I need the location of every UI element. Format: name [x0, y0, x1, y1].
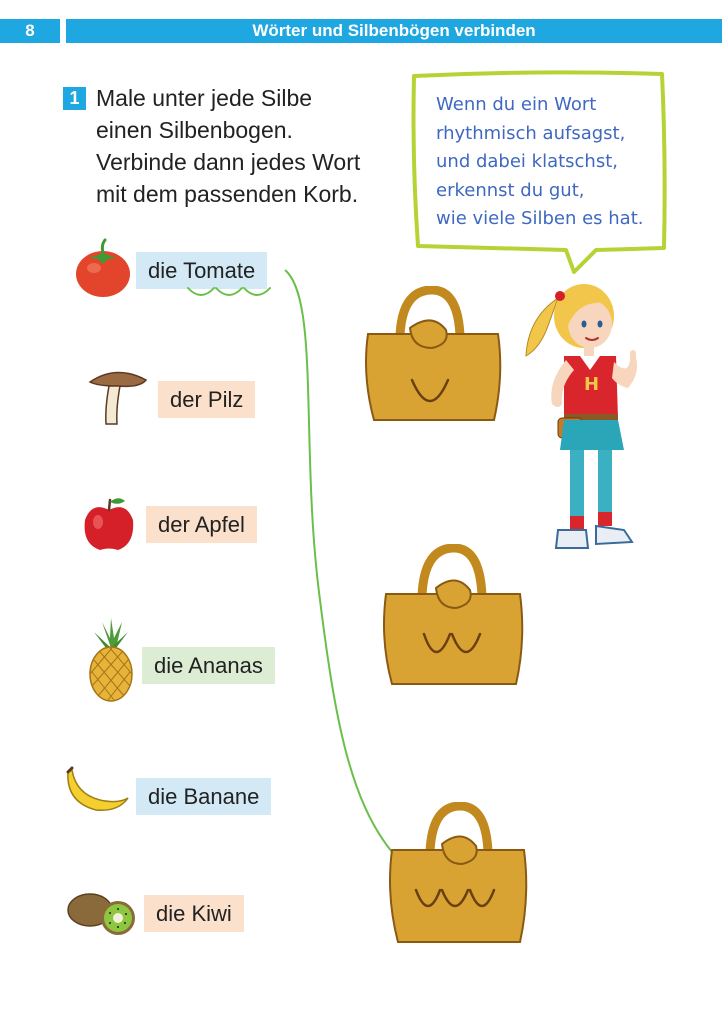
word-label-pilz[interactable]: der Pilz	[158, 381, 255, 418]
banana-icon	[62, 766, 132, 818]
tip-line: wie viele Silben es hat.	[436, 208, 644, 229]
word-label-kiwi[interactable]: die Kiwi	[144, 895, 244, 932]
kiwi-icon	[66, 888, 138, 938]
mushroom-icon	[86, 364, 150, 430]
girl-character-illustration	[518, 278, 646, 562]
tip-line: erkennst du gut,	[436, 179, 585, 201]
instruction-line: Male unter jede Silbe	[96, 85, 313, 111]
basket-one-syllable[interactable]	[360, 286, 506, 428]
basket-two-syllables[interactable]	[380, 544, 526, 692]
tip-line: rhythmisch aufsagst,	[436, 122, 626, 144]
task-number: 1	[63, 87, 86, 110]
svg-text:H: H	[584, 374, 600, 395]
page-number: 8	[0, 19, 60, 43]
word-label-banane[interactable]: die Banane	[136, 778, 271, 815]
word-label-apfel[interactable]: der Apfel	[146, 506, 257, 543]
syllable-arcs	[188, 288, 270, 295]
tip-line: und dabei klatschst,	[436, 151, 618, 172]
page-title: Wörter und Silbenbögen verbinden	[66, 19, 722, 43]
pineapple-icon	[86, 618, 136, 704]
tip-line: Wenn du ein Wort	[436, 94, 597, 115]
instruction-line: einen Silbenbogen.	[96, 117, 293, 143]
basket-three-syllables[interactable]	[386, 802, 530, 948]
tomato-icon	[72, 236, 134, 300]
word-label-ananas[interactable]: die Ananas	[142, 647, 275, 684]
instruction-line: mit dem passenden Korb.	[96, 181, 359, 207]
instruction-line: Verbinde dann jedes Wort	[96, 149, 361, 175]
word-label-tomate[interactable]: die Tomate	[136, 252, 267, 289]
apple-icon	[80, 494, 138, 554]
